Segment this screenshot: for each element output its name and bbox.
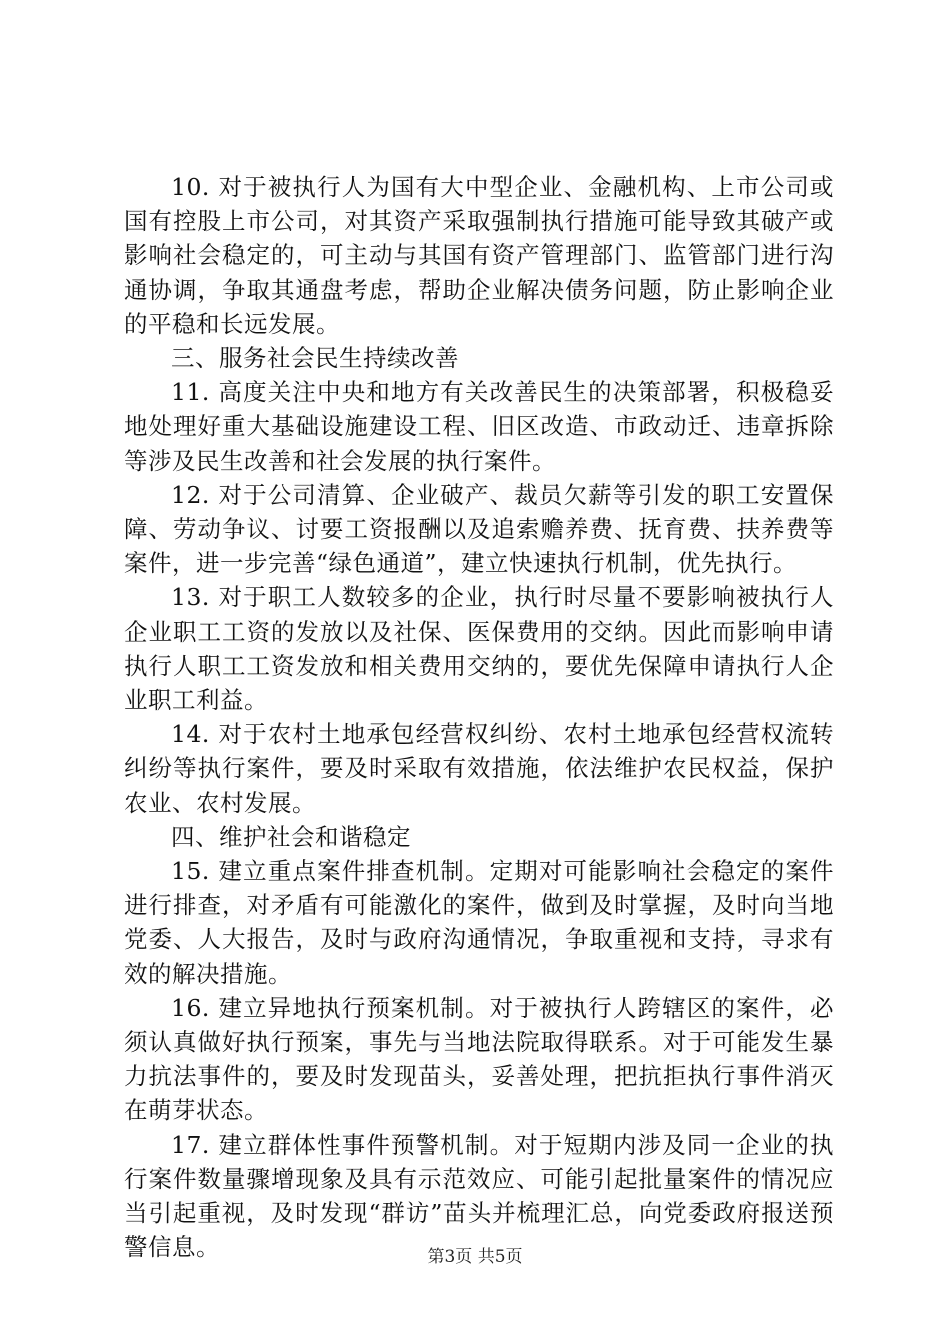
paragraph-15: 15. 建立重点案件排查机制。定期对可能影响社会稳定的案件进行排查，对矛盾有可能激化的案件，做到及时掌握，及时向当地党委、人大报告，及时与政府沟通情况，争取重视和支持，寻求有效的解决措施。: [124, 857, 834, 988]
paragraph-16: 16. 建立异地执行预案机制。对于被执行人跨辖区的案件，必须认真做好执行预案，事先与当地法院取得联系。对于可能发生暴力抗法事件的，要及时发现苗头，妥善处理，把抗拒执行事件消灭在萌芽状态。: [124, 993, 834, 1125]
section-heading-4: 四、维护社会和谐稳定: [171, 822, 411, 851]
document-body: [124, 170, 834, 1265]
paragraph-14: 14. 对于农村土地承包经营权纠纷、农村土地承包经营权流转纠纷等执行案件，要及时采取有效措施，依法维护农民权益，保护农业、农村发展。: [124, 720, 834, 817]
paragraph-12: 12. 对于公司清算、企业破产、裁员欠薪等引发的职工安置保障、劳动争议、讨要工资报酬以及追索赡养费、抚育费、扶养费等案件，进一步完善“绿色通道”，建立快速执行机制，优先执行。: [124, 480, 834, 578]
paragraph-10: 10. 对于被执行人为国有大中型企业、金融机构、上市公司或国有控股上市公司，对其资产采取强制执行措施可能导致其破产或影响社会稳定的，可主动与其国有资产管理部门、监管部门进行沟通协调，争取其通盘考虑，帮助企业解决债务问题，防止影响企业的平稳和长远发展。: [124, 173, 834, 338]
paragraph-11: 11. 高度关注中央和地方有关改善民生的决策部署，积极稳妥地处理好重大基础设施建设工程、旧区改造、市政动迁、违章拆除等涉及民生改善和社会发展的执行案件。: [124, 378, 834, 475]
paragraph-13: 13. 对于职工人数较多的企业，执行时尽量不要影响被执行人企业职工工资的发放以及社保、医保费用的交纳。因此而影响申请执行人职工工资发放和相关费用交纳的，要优先保障申请执行人企业职工利益。: [124, 583, 834, 715]
page-footer: 第3页 共5页: [427, 1247, 523, 1267]
paragraph-17: 17. 建立群体性事件预警机制。对于短期内涉及同一企业的执行案件数量骤增现象及具有示范效应、可能引起批量案件的情况应当引起重视，及时发现“群访”苗头并梳理汇总，向党委政府报送预警信息。: [124, 1130, 834, 1262]
section-heading-3: 三、服务社会民生持续改善: [171, 344, 459, 373]
